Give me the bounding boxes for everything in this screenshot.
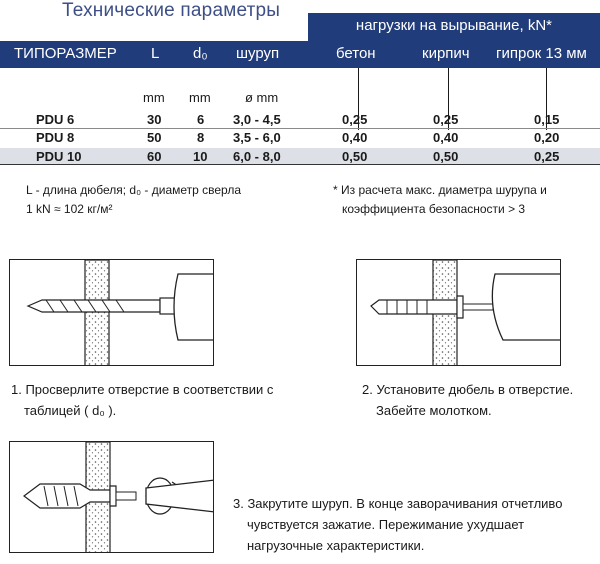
screwdriver bbox=[146, 480, 214, 512]
load-header-label: нагрузки на вырывание, kN* bbox=[355, 17, 552, 34]
cell-concrete: 0,25 bbox=[342, 112, 368, 127]
hammer-head bbox=[492, 274, 561, 340]
cell-concrete: 0,40 bbox=[342, 130, 368, 145]
screw-head bbox=[116, 492, 136, 500]
table-bottom-rule bbox=[0, 164, 600, 165]
cell-screw: 3,0 - 4,5 bbox=[233, 112, 281, 127]
cell-drywall: 0,25 bbox=[534, 149, 560, 164]
cell-screw: 6,0 - 8,0 bbox=[233, 149, 281, 164]
figure-drilling bbox=[9, 259, 214, 366]
cell-length: 50 bbox=[147, 130, 162, 145]
cell-brick: 0,25 bbox=[433, 112, 459, 127]
table-row bbox=[0, 129, 600, 145]
page-title: Технические параметры bbox=[62, 0, 281, 21]
dowel-shank bbox=[463, 304, 493, 310]
note-conversion: 1 kN ≈ 102 кг/м² bbox=[26, 202, 113, 216]
load-header bbox=[308, 13, 600, 41]
cell-concrete: 0,50 bbox=[342, 149, 368, 164]
cell-brick: 0,40 bbox=[433, 130, 459, 145]
cell-type: PDU 10 bbox=[36, 149, 82, 164]
note-footnote-cont: коэффициента безопасности > 3 bbox=[342, 202, 526, 216]
note-legend: L - длина дюбеля; d₀ - диаметр сверла bbox=[26, 183, 241, 197]
table-row bbox=[0, 148, 600, 164]
figure-insert bbox=[356, 259, 561, 366]
step-2-line-2: Забейте молотком. bbox=[376, 403, 492, 418]
col-drill: d₀ bbox=[193, 45, 208, 62]
table-row bbox=[0, 111, 600, 127]
step-3-line-3: нагрузочные характеристики. bbox=[247, 538, 425, 553]
step-1-line-1: 1. Просверлите отверстие в соответствии с bbox=[11, 382, 274, 397]
figure-screwing bbox=[9, 441, 214, 553]
cell-drill: 10 bbox=[193, 149, 208, 164]
cell-brick: 0,50 bbox=[433, 149, 459, 164]
dowel-collar bbox=[457, 296, 463, 318]
cell-type: PDU 6 bbox=[36, 112, 75, 127]
unit-length: mm bbox=[143, 90, 165, 105]
note-footnote: * Из расчета макс. диаметра шурупа и bbox=[333, 183, 547, 197]
cell-length: 60 bbox=[147, 149, 162, 164]
col-brick: кирпич bbox=[422, 45, 470, 62]
cell-drywall: 0,15 bbox=[534, 112, 560, 127]
table-header bbox=[0, 41, 600, 68]
cell-drill: 8 bbox=[197, 130, 205, 145]
dowel-body bbox=[371, 300, 457, 314]
col-screw: шуруп bbox=[236, 45, 280, 62]
unit-drill: mm bbox=[189, 90, 211, 105]
col-drywall: гипрок 13 мм bbox=[496, 45, 587, 62]
cell-type: PDU 8 bbox=[36, 130, 75, 145]
step-3-line-2: чувствуется зажатие. Пережимание ухудшает bbox=[247, 517, 525, 532]
col-size: ТИПОРАЗМЕР bbox=[14, 45, 117, 62]
step-1-line-2: таблицей ( d₀ ). bbox=[24, 403, 117, 418]
wall-section bbox=[85, 260, 109, 366]
unit-screw: ø mm bbox=[245, 90, 279, 105]
cell-screw: 3,5 - 6,0 bbox=[233, 130, 281, 145]
cell-drill: 6 bbox=[197, 112, 205, 127]
drill-body bbox=[174, 274, 214, 340]
dowel-collar bbox=[110, 486, 116, 506]
cell-drywall: 0,20 bbox=[534, 130, 560, 145]
cell-length: 30 bbox=[147, 112, 162, 127]
col-concrete: бетон bbox=[336, 45, 376, 62]
step-2-line-1: 2. Установите дюбель в отверстие. bbox=[362, 382, 574, 397]
col-length: L bbox=[151, 45, 160, 62]
step-3-line-1: 3. Закрутите шуруп. В конце заворачивания отчетливо bbox=[233, 496, 563, 511]
